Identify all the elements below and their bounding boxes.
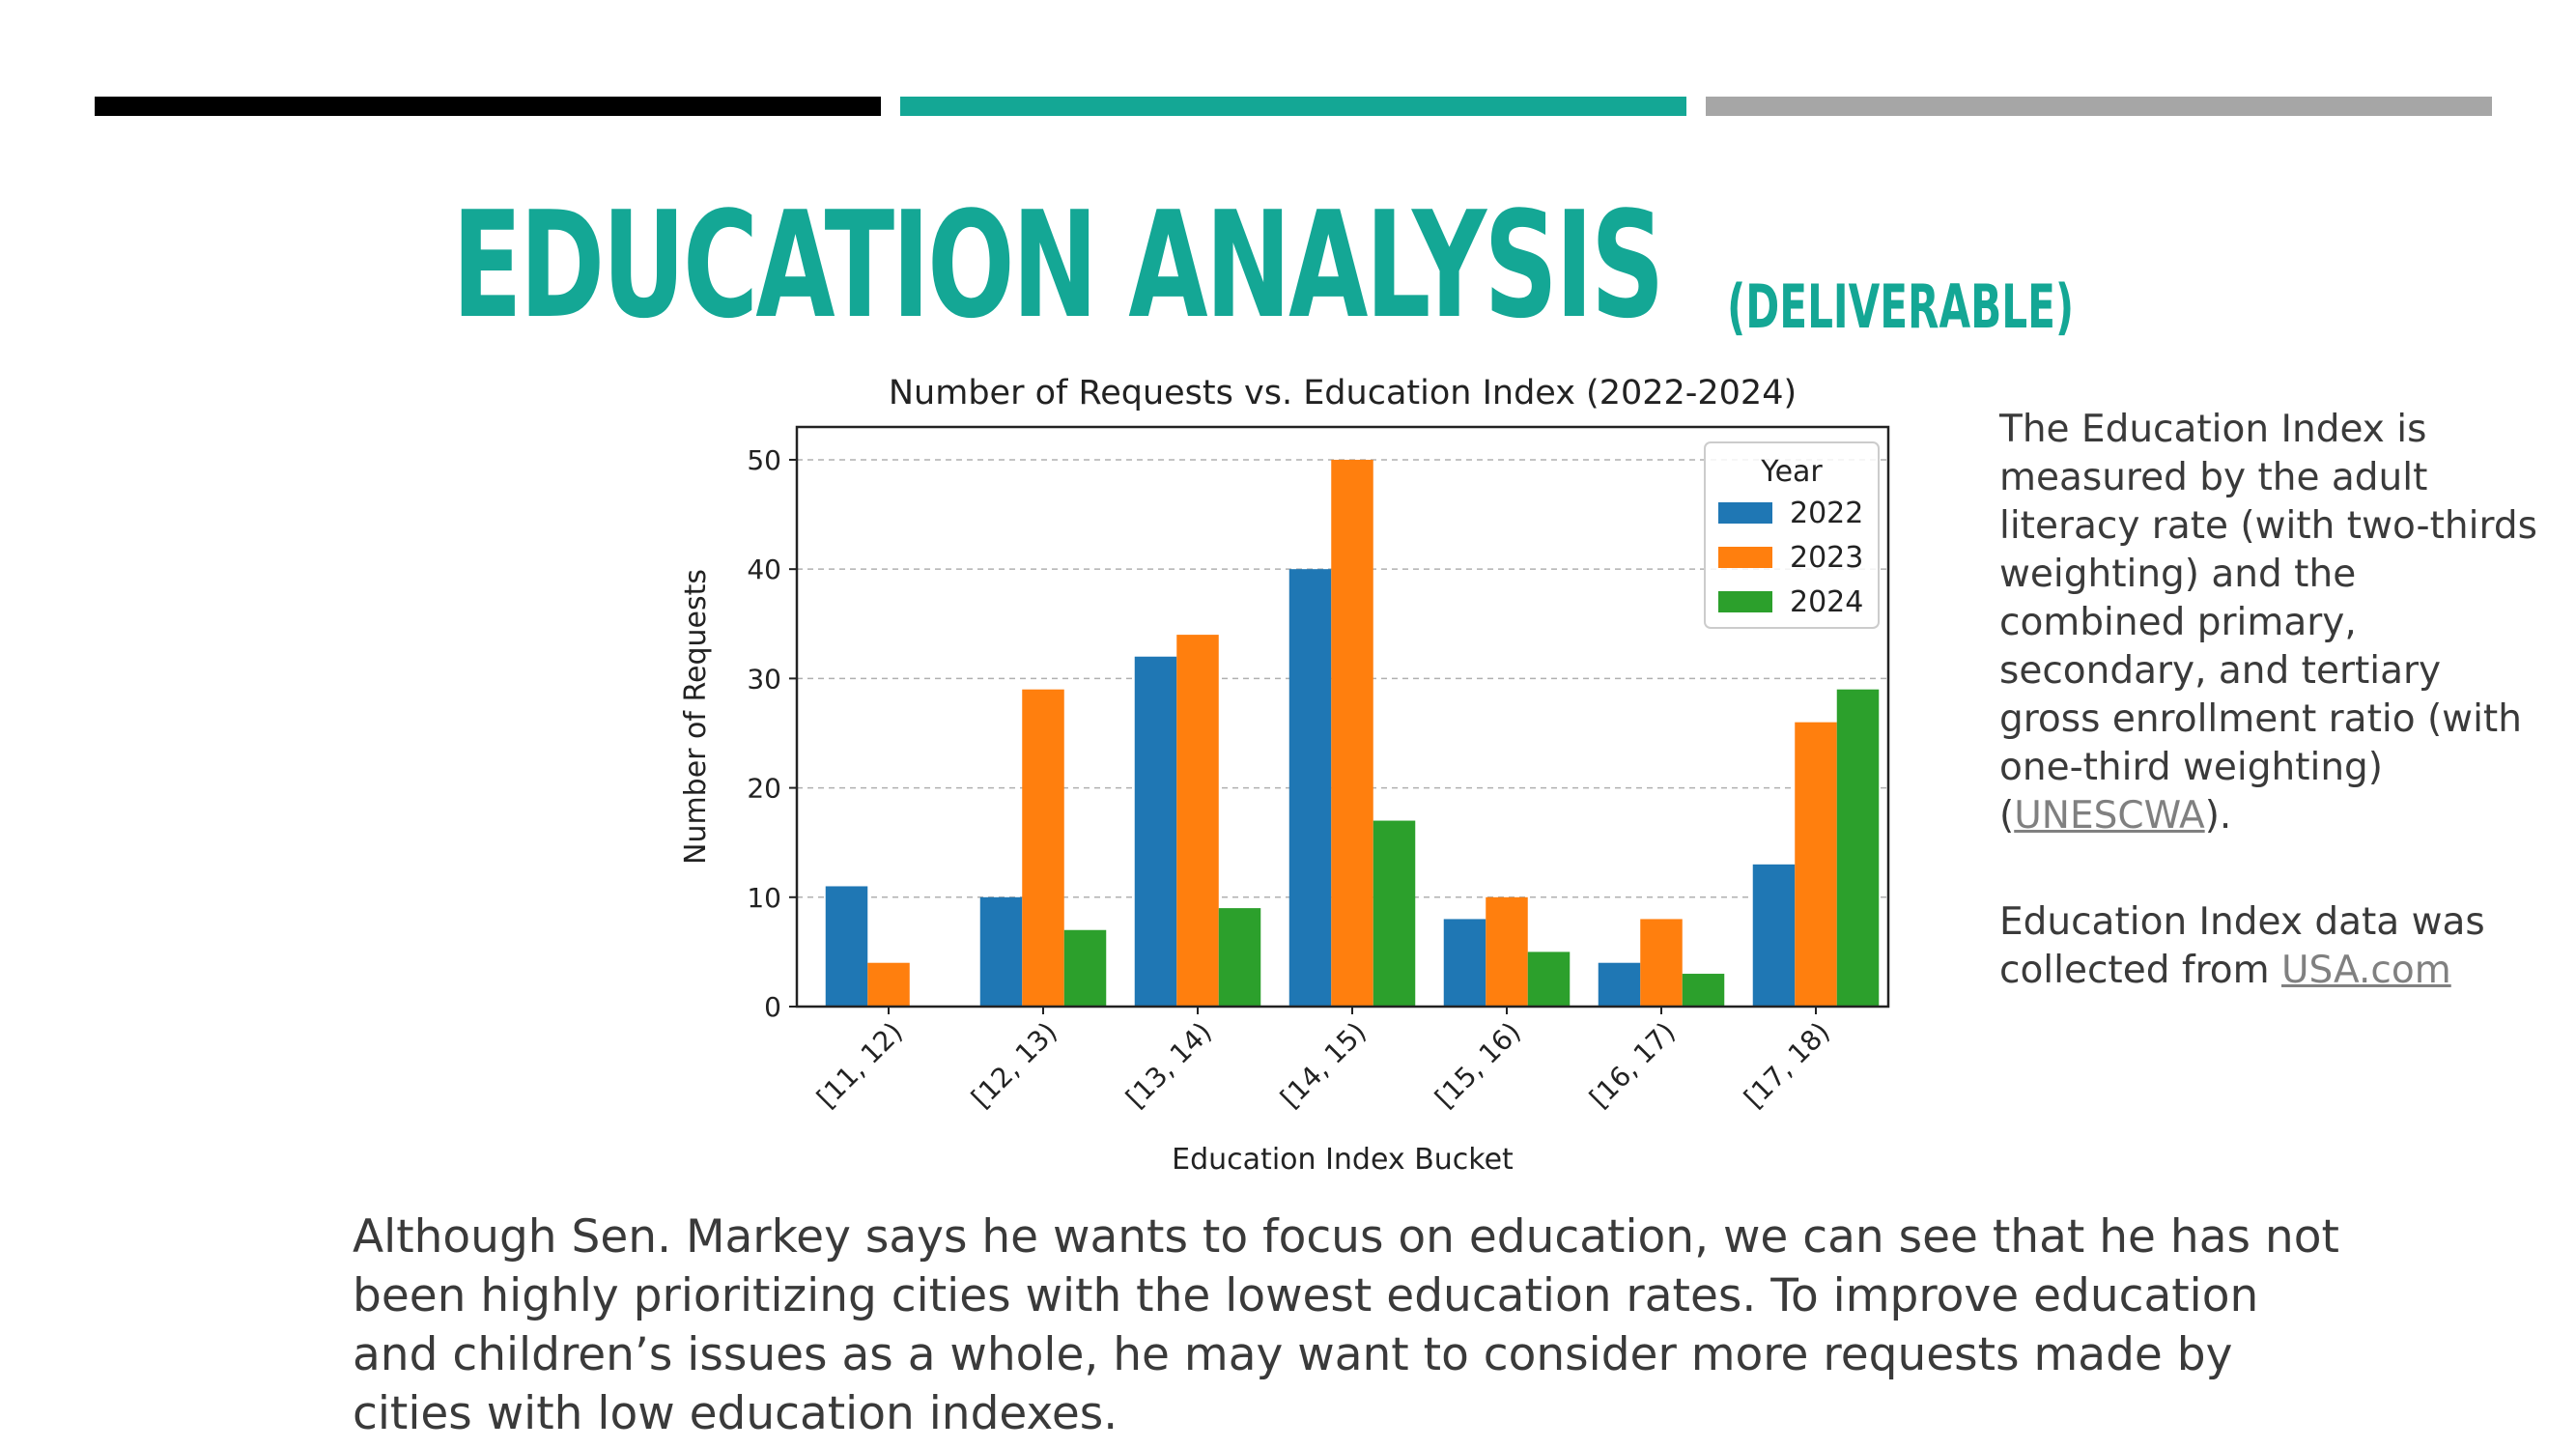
- y-axis-label: Number of Requests: [679, 569, 713, 865]
- source-text: Education Index data was collected from: [1999, 900, 2485, 992]
- chart-svg: [666, 367, 1941, 1179]
- slide-title: [452, 169, 2237, 362]
- slide-title-subtitle: (DELIVERABLE): [1726, 271, 2074, 342]
- bar-2024-1: [1064, 930, 1107, 1007]
- legend-swatch-2024: [1718, 591, 1772, 612]
- x-tick-label: [17, 18): [1738, 1015, 1836, 1115]
- bar-2024-6: [1837, 690, 1880, 1007]
- legend-title: Year: [1761, 455, 1823, 489]
- y-tick-label: 20: [747, 772, 781, 805]
- legend-label-2022: 2022: [1790, 497, 1864, 530]
- bar-2022-2: [1135, 657, 1177, 1007]
- bar-2024-5: [1683, 974, 1725, 1007]
- decor-bar-teal: [900, 97, 1686, 116]
- x-tick-label: [13, 14): [1119, 1015, 1218, 1115]
- bar-2024-2: [1219, 908, 1261, 1007]
- bar-2022-5: [1599, 963, 1641, 1007]
- legend-swatch-2023: [1718, 547, 1772, 568]
- bar-2022-6: [1753, 865, 1796, 1007]
- x-tick-label: [15, 16): [1429, 1015, 1527, 1115]
- bar-2024-4: [1528, 952, 1571, 1007]
- bar-2023-5: [1640, 919, 1683, 1007]
- chart-legend: [1705, 442, 1879, 628]
- x-axis-label: Education Index Bucket: [1172, 1143, 1514, 1177]
- bar-2023-0: [867, 963, 910, 1007]
- education-index-definition: [1999, 406, 2540, 840]
- side-notes: [1999, 406, 2540, 1053]
- legend-swatch-2022: [1718, 502, 1772, 524]
- bar-2022-0: [826, 886, 868, 1007]
- y-tick-label: 0: [764, 991, 781, 1023]
- x-tick-label: [11, 12): [810, 1015, 909, 1115]
- decor-bar-black: [95, 97, 881, 116]
- y-tick-label: 50: [747, 443, 781, 476]
- conclusion-text: Although Sen. Markey says he wants to focus on education, we can see that he has not been highly prioritizing cities with the lowest education rates. To improve education and children’s issues as a whole, he may want to consider more requests made by cities with low education indexes.: [353, 1210, 2339, 1440]
- y-tick-label: 30: [747, 663, 781, 696]
- y-tick-label: 10: [747, 881, 781, 914]
- decor-bar-gray: [1706, 97, 2492, 116]
- x-tick-label: [12, 13): [965, 1015, 1063, 1115]
- y-tick-label: 40: [747, 554, 781, 586]
- unescwa-link[interactable]: UNESCWA: [2014, 794, 2205, 838]
- bar-2024-3: [1373, 821, 1416, 1007]
- bar-2022-3: [1289, 569, 1332, 1007]
- slide-title-main: EDUCATION ANALYSIS: [452, 180, 1662, 351]
- x-tick-label: [16, 17): [1583, 1015, 1682, 1115]
- bar-2023-2: [1176, 635, 1219, 1007]
- requests-bar-chart: [666, 367, 1941, 1179]
- bar-2023-6: [1795, 723, 1837, 1007]
- bar-2023-3: [1331, 460, 1373, 1007]
- definition-end: ).: [2204, 794, 2232, 838]
- bar-2023-1: [1022, 690, 1064, 1007]
- legend-label-2023: 2023: [1790, 541, 1864, 575]
- usa-com-link[interactable]: USA.com: [2281, 949, 2451, 992]
- x-tick-label: [14, 15): [1274, 1015, 1373, 1115]
- bar-2022-1: [980, 897, 1023, 1007]
- bar-2022-4: [1444, 919, 1486, 1007]
- bar-2023-4: [1486, 897, 1528, 1007]
- chart-title: Number of Requests vs. Education Index (2022-2024): [888, 374, 1798, 412]
- definition-text: The Education Index is measured by the adult literacy rate (with two-thirds weighting) and the combined primary, secondary, and tertiary gross enrollment ratio (with one-third weighting) (: [1999, 408, 2537, 838]
- data-source-note: [1999, 898, 2540, 995]
- legend-label-2024: 2024: [1790, 585, 1864, 619]
